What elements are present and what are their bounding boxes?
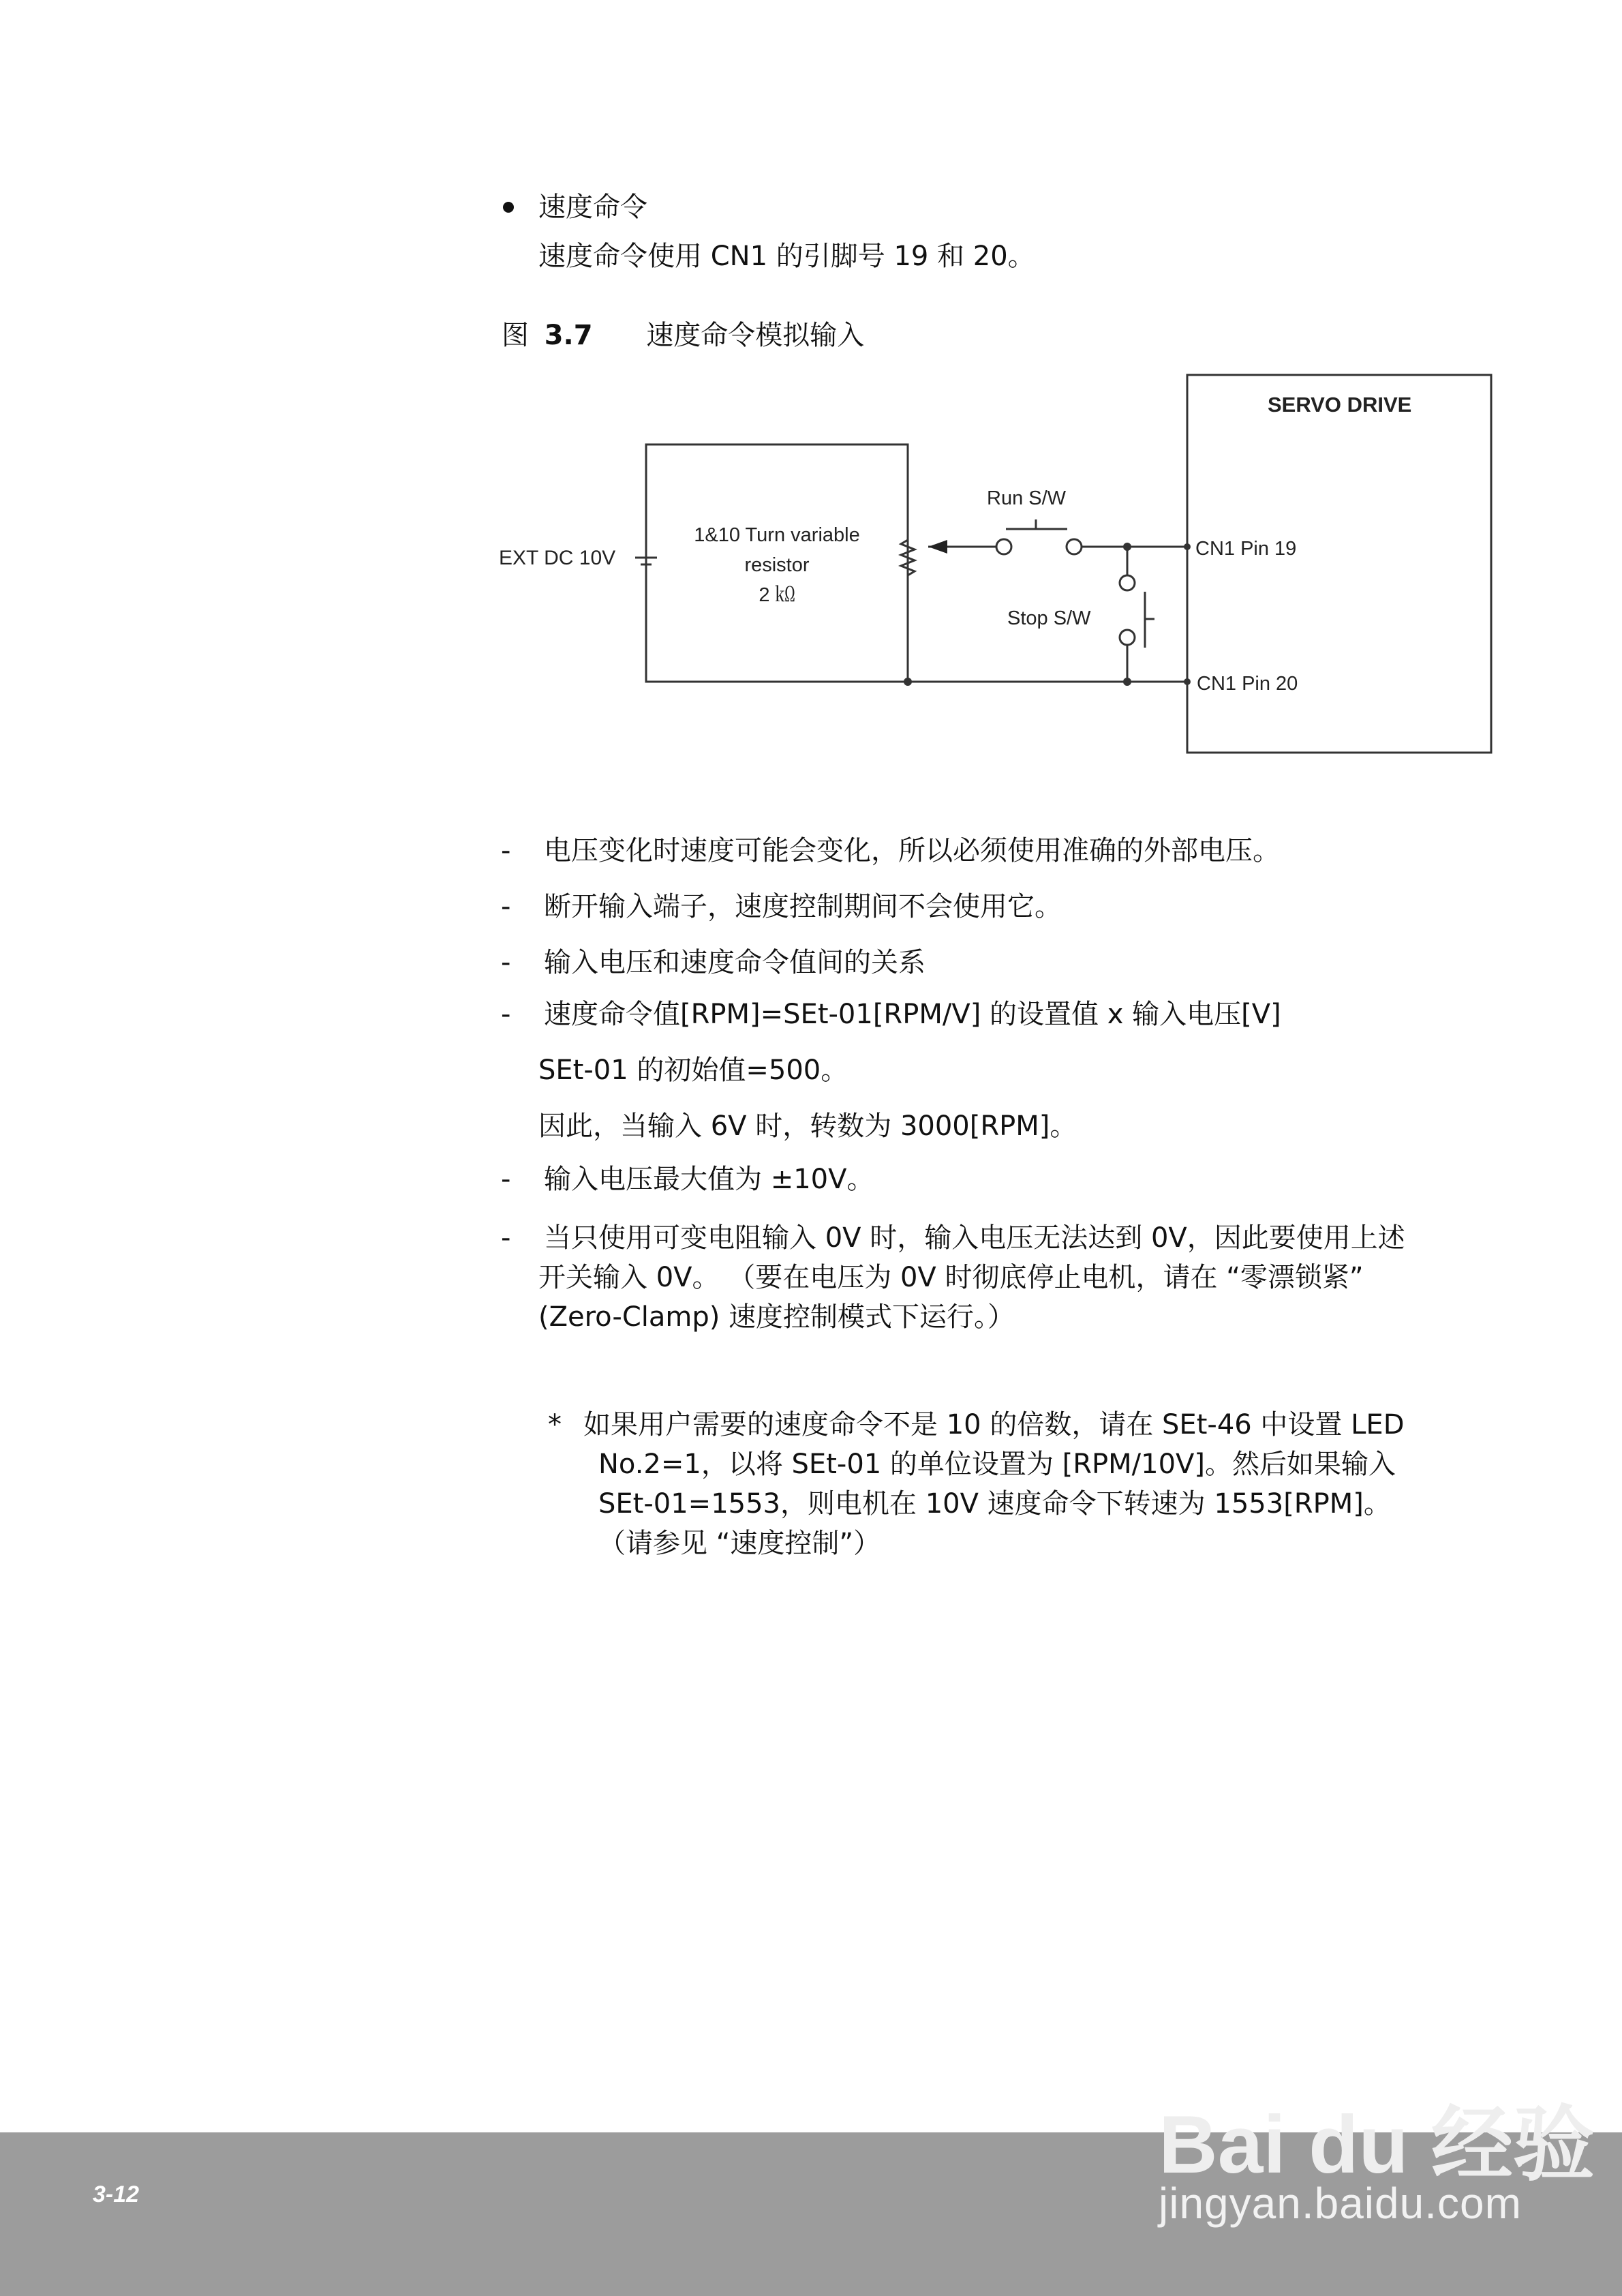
section-title: 速度命令 — [538, 192, 647, 223]
run-contact-right — [1067, 539, 1082, 554]
note-item: 电压变化时速度可能会变化，所以必须使用准确的外部电压。 — [544, 835, 1280, 866]
circuit-diagram — [477, 361, 1513, 770]
note-item-cont: (Zero-Clamp) 速度控制模式下运行。） — [538, 1301, 1015, 1333]
run-contact-left — [996, 539, 1011, 554]
pin19-label: CN1 Pin 19 — [1195, 538, 1297, 560]
note-item: 当只使用可变电阻输入 0V 时，输入电压无法达到 0V，因此要使用上述 — [544, 1222, 1405, 1254]
servo-drive-label: SERVO DRIVE — [1268, 393, 1412, 417]
resistor-label-1: 1&10 Turn variable — [694, 524, 860, 546]
run-switch-label: Run S/W — [987, 487, 1067, 509]
junction-dot — [1123, 678, 1131, 686]
resistor-label-2: resistor — [744, 554, 810, 576]
note-sub: SEt-01 的初始值=500。 — [538, 1055, 848, 1086]
ext-dc-label: EXT DC 10V — [499, 547, 616, 569]
section-intro: 速度命令使用 CN1 的引脚号 19 和 20。 — [538, 241, 1035, 272]
note-item: 断开输入端子，速度控制期间不会使用它。 — [544, 891, 1062, 922]
pin19-terminal — [1184, 543, 1191, 550]
wiper-arrow — [928, 540, 947, 554]
list-dash: - — [501, 891, 511, 922]
list-dash: - — [501, 835, 511, 866]
bullet-dot — [503, 202, 514, 213]
page-number: 3-12 — [93, 2181, 140, 2207]
footnote-line: No.2=1，以将 SEt-01 的单位设置为 [RPM/10V]。然后如果输入 — [598, 1449, 1396, 1480]
note-item-cont: 开关输入 0V。 （要在电压为 0V 时彻底停止电机，请在 “零漂锁紧” — [538, 1262, 1364, 1293]
note-item: 输入电压最大值为 ±10V。 — [544, 1164, 874, 1195]
figure-label: 图 — [502, 320, 529, 351]
figure-caption-text: 速度命令模拟输入 — [646, 320, 865, 351]
footnote-line: SEt-01=1553，则电机在 10V 速度命令下转速为 1553[RPM]。 — [598, 1488, 1391, 1520]
servo-drive-box — [1187, 375, 1491, 753]
note-item: 输入电压和速度命令值间的关系 — [544, 947, 925, 978]
note-sub: 因此，当输入 6V 时，转数为 3000[RPM]。 — [538, 1111, 1077, 1142]
stop-contact-top — [1120, 575, 1135, 590]
list-dash: - — [501, 947, 511, 978]
junction-dot — [1123, 543, 1131, 551]
stop-switch-label: Stop S/W — [1007, 607, 1091, 629]
watermark-url: jingyan.baidu.com — [1159, 2179, 1522, 2228]
pin20-label: CN1 Pin 20 — [1197, 673, 1298, 695]
pin20-terminal — [1184, 678, 1191, 685]
list-dash: - — [501, 1222, 511, 1254]
list-dash: - — [501, 999, 511, 1030]
footnote-line: （请参见 “速度控制”） — [598, 1528, 881, 1559]
figure-caption — [502, 316, 864, 354]
footnote-star: * — [548, 1409, 562, 1440]
resistor-value: 2 ㏀ — [759, 584, 795, 606]
watermark-logo: Bai du 经验 — [1159, 2099, 1595, 2190]
footnote-line: 如果用户需要的速度命令不是 10 的倍数，请在 SEt-46 中设置 LED — [583, 1409, 1405, 1440]
figure-number: 3.7 — [544, 320, 593, 351]
list-dash: - — [501, 1164, 511, 1195]
note-item: 速度命令值[RPM]=SEt-01[RPM/V] 的设置值 x 输入电压[V] — [544, 999, 1281, 1030]
stop-contact-bottom — [1120, 630, 1135, 645]
junction-dot — [904, 678, 912, 686]
